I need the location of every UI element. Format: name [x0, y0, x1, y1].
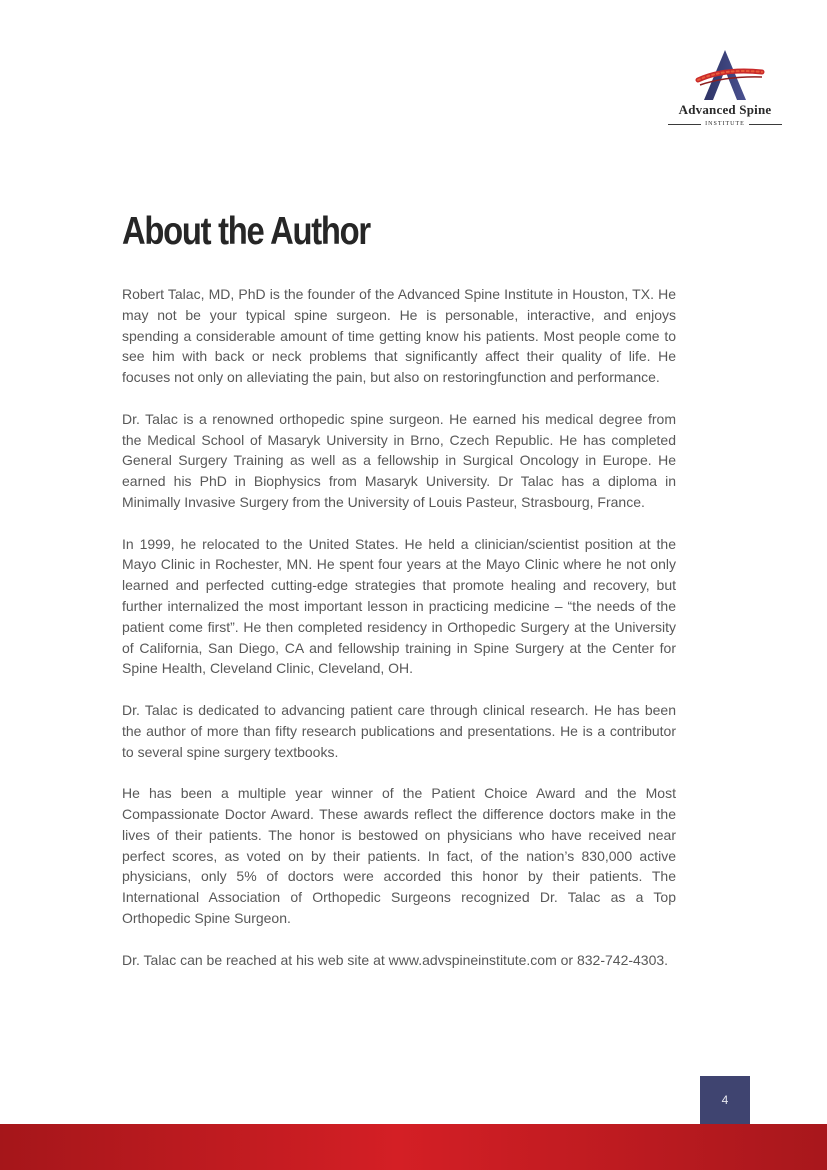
- bio-paragraph-education: Dr. Talac is a renowned orthopedic spine surgeon. He earned his medical degree from the Medical School of Masaryk University in Brno, Czech Republic. He has completed General Surgery Training as well as a fellowship in Surgical Oncology in Europe. He earned his PhD in Biophysics from Masaryk University. Dr Talac has a diploma in Minimally Invasive Surgery from the University of Louis Pasteur, Strasbourg, France.: [122, 410, 676, 510]
- logo-name: Advanced Spine: [678, 102, 772, 117]
- institute-logo: [664, 46, 786, 132]
- bio-paragraph-career: In 1999, he relocated to the United States. He held a clinician/scientist position at the Mayo Clinic in Rochester, MN. He spent four years at the Mayo Clinic where he not only learned and perfected cutting-edge strategies that promote healing and recovery, but further internalized the most important lesson in practicing medicine – “the needs of the patient come first”. He then completed residency in Orthopedic Surgery at the University of California, San Diego, CA and fellowship training in Spine Surgery at the Center for Spine Health, Cleveland Clinic, Cleveland, OH.: [122, 535, 676, 677]
- logo-rule-right: [749, 124, 782, 125]
- bio-paragraph-intro: Robert Talac, MD, PhD is the founder of the Advanced Spine Institute in Houston, TX. He may not be your typical spine surgeon. He is personable, interactive, and enjoys spending a considerable amount of time getting know his patients. Most people come to see him with back or neck problems that significantly affect their quality of life. He focuses not only on alleviating the pain, but also on restoringfunction and performance.: [122, 286, 676, 386]
- footer-band: [0, 1124, 827, 1170]
- author-bio: [122, 284, 676, 991]
- logo-subtitle-row: [668, 119, 782, 129]
- logo-rule-left: [668, 124, 701, 125]
- bio-paragraph-awards: He has been a multiple year winner of the Patient Choice Award and the Most Compassionate Doctor Award. These awards reflect the difference doctors make in the lives of their patients. The honor is bestowed on physicians who have received near perfect scores, as voted on by their patients. In fact, of the nation’s 830,000 active physicians, only 5% of doctors were accorded this honor by their patients. The International Association of Orthopedic Surgeons recognized Dr. Talac as a Top Orthopedic Spine Surgeon.: [122, 785, 676, 926]
- bio-paragraph-research: Dr. Talac is dedicated to advancing patient care through clinical research. He has been the author of more than fifty research publications and presentations. He is a contributor to several spine surgery textbooks.: [122, 701, 676, 760]
- page-title: About the Author: [122, 210, 370, 253]
- spine-a-logo-icon: [664, 46, 786, 106]
- logo-subtitle: INSTITUTE: [705, 121, 745, 127]
- bio-paragraph-contact: Dr. Talac can be reached at his web site at www.advspineinstitute.com or 832-742-4303.: [122, 951, 669, 968]
- page-number: 4: [700, 1076, 750, 1124]
